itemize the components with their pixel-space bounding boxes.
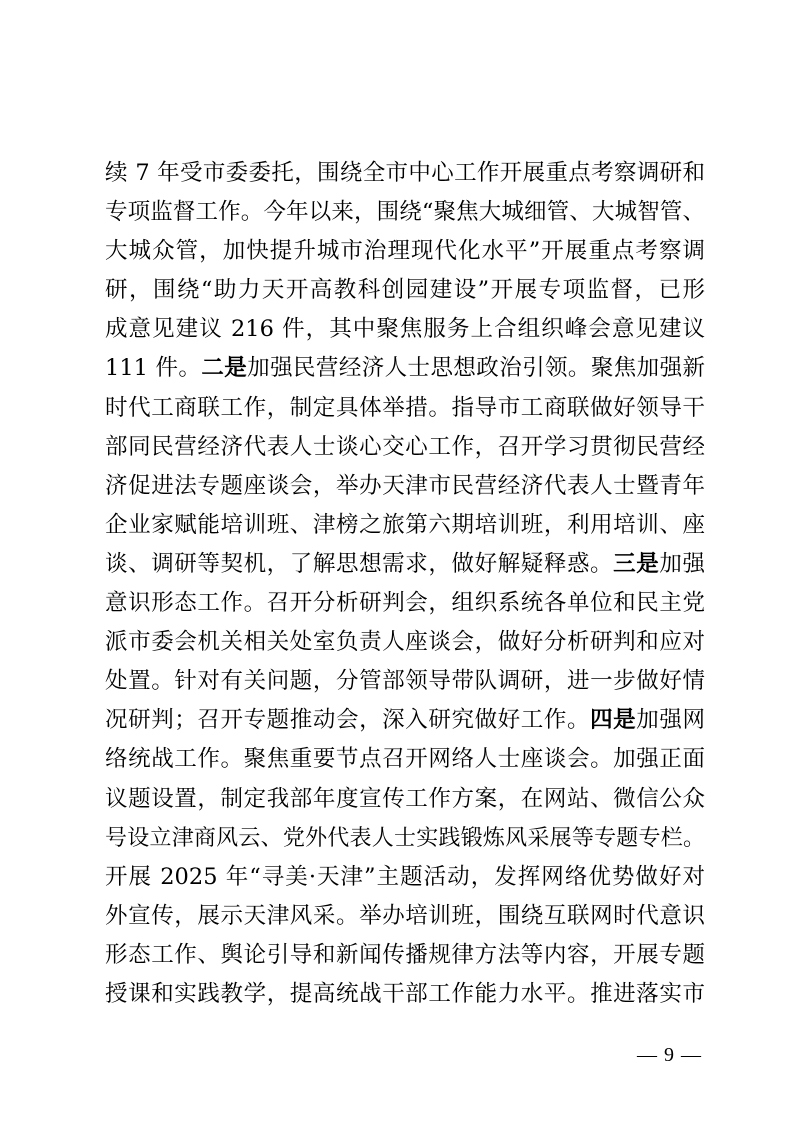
body-text [105,154,705,1014]
text-line: 派市委会机关相关处室负责人座谈会，做好分析研判和应对 [105,629,705,656]
text-line: 成意见建议 216 件，其中聚焦服务上合组织峰会意见建议 [105,316,705,343]
text-line: 议题设置，制定我部年度宣传工作方案，在网站、微信公众 [105,785,705,812]
text-line: 企业家赋能培训班、津榜之旅第六期培训班，利用培训、座 [105,511,705,538]
page-number: — 9 — [637,1044,702,1066]
text-line: 处置。针对有关问题，分管部领导带队调研，进一步做好情 [105,668,705,695]
text-line: 形态工作、舆论引导和新闻传播规律方法等内容，开展专题 [105,941,705,968]
section-marker: 四是 [590,707,637,734]
text-line: 续 7 年受市委委托，围绕全市中心工作开展重点考察调研和 [105,160,705,186]
section-marker: 二是 [201,355,248,382]
text-line: 部同民营经济代表人士谈心交心工作，召开学习贯彻民营经 [105,433,705,460]
text-line: 大城众管，加快提升城市治理现代化水平”开展重点考察调 [105,238,705,265]
text-line: 111 件。二是加强民营经济人士思想政治引领。聚焦加强新 [105,355,705,382]
text-line: 外宣传，展示天津风采。举办培训班，围绕互联网时代意识 [105,902,705,929]
text-line: 况研判；召开专题推动会，深入研究做好工作。四是加强网 [105,707,705,734]
text-line: 研，围绕“助力天开高教科创园建设”开展专项监督，已形 [105,277,705,304]
text-line: 开展 2025 年“寻美·天津”主题活动，发挥网络优势做好对 [105,863,705,890]
text-line: 谈、调研等契机，了解思想需求，做好解疑释惑。三是加强 [105,550,705,577]
text-line: 络统战工作。聚焦重要节点召开网络人士座谈会。加强正面 [105,746,705,773]
text-line: 授课和实践教学，提高统战干部工作能力水平。推进落实市 [105,980,705,1007]
text-line: 意识形态工作。召开分析研判会，组织系统各单位和民主党 [105,590,705,617]
section-marker: 三是 [613,550,660,577]
text-line: 专项监督工作。今年以来，围绕“聚焦大城细管、大城智管、 [105,199,705,226]
text-line: 时代工商联工作，制定具体举措。指导市工商联做好领导干 [105,394,705,421]
text-line: 号设立津商风云、党外代表人士实践锻炼风采展等专题专栏。 [105,825,705,851]
text-line: 济促进法专题座谈会，举办天津市民营经济代表人士暨青年 [105,472,705,499]
